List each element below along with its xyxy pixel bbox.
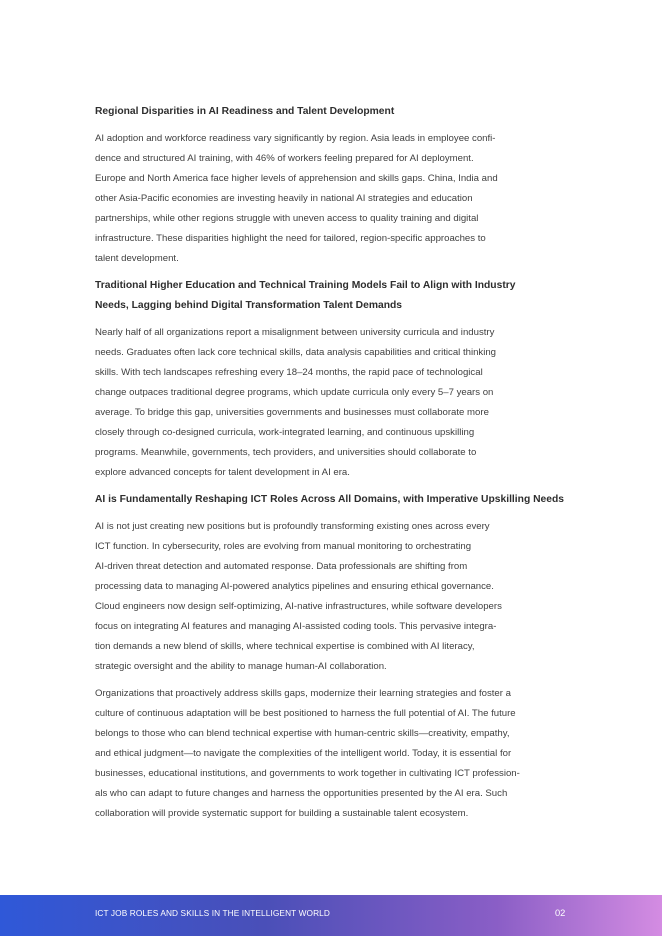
page-number: 02 [555, 908, 566, 918]
text-line: explore advanced concepts for talent development in AI era. [95, 467, 350, 478]
heading-line: AI is Fundamentally Reshaping ICT Roles Across All Domains, with Imperative Upskilling Needs [95, 494, 564, 505]
text-line: businesses, educational institutions, and governments to work together in cultivating ICT profession- [95, 768, 520, 779]
text-line: average. To bridge this gap, universities governments and businesses must collaborate more [95, 407, 489, 418]
text-line: processing data to managing AI-powered analytics pipelines and ensuring ethical governance. [95, 581, 494, 592]
text-line: Europe and North America face higher levels of apprehension and skills gaps. China, India and [95, 173, 498, 184]
heading-line: Needs, Lagging behind Digital Transformation Talent Demands [95, 300, 403, 311]
paragraph [95, 129, 570, 269]
text-line: focus on integrating AI features and managing AI-assisted coding tools. This pervasive integra- [95, 621, 497, 632]
heading-line: Regional Disparities in AI Readiness and Talent Development [95, 106, 395, 117]
text-line: skills. With tech landscapes refreshing every 18–24 months, the rapid pace of technological [95, 367, 483, 378]
text-line: belongs to those who can blend technical expertise with human-centric skills—creativity, empathy, [95, 728, 510, 739]
text-line: strategic oversight and the ability to manage human-AI collaboration. [95, 661, 387, 672]
text-line: needs. Graduates often lack core technical skills, data analysis capabilities and critical thinking [95, 347, 497, 358]
text-line: and ethical judgment—to navigate the complexities of the intelligent world. Today, it is essential for [95, 748, 512, 759]
section-heading [95, 490, 570, 510]
text-line: AI is not just creating new positions but is profoundly transforming existing ones across every [95, 521, 490, 532]
text-line: Nearly half of all organizations report a misalignment between university curricula and industry [95, 327, 495, 338]
section-regional-disparities [95, 102, 570, 269]
text-line: culture of continuous adaptation will be best positioned to harness the full potential of AI. The future [95, 708, 516, 719]
text-line: change outpaces traditional degree programs, which update curricula only every 5–7 years on [95, 387, 494, 398]
paragraph [95, 517, 570, 677]
paragraph [95, 684, 570, 824]
text-line: AI adoption and workforce readiness vary significantly by region. Asia leads in employee confi- [95, 133, 496, 144]
text-line: als who can adapt to future changes and harness the opportunities presented by the AI era. Such [95, 788, 508, 799]
text-line: infrastructure. These disparities highlight the need for tailored, region-specific approaches to [95, 233, 486, 244]
text-line: Organizations that proactively address skills gaps, modernize their learning strategies and foster a [95, 688, 511, 699]
text-line: ICT function. In cybersecurity, roles are evolving from manual monitoring to orchestrating [95, 541, 472, 552]
section-ict-roles [95, 490, 570, 824]
section-heading [95, 276, 570, 316]
section-heading [95, 102, 570, 122]
text-line: programs. Meanwhile, governments, tech providers, and universities should collaborate to [95, 447, 477, 458]
section-higher-education [95, 276, 570, 483]
paragraph [95, 323, 570, 483]
text-line: other Asia-Pacific economies are investing heavily in national AI strategies and education [95, 193, 473, 204]
text-line: dence and structured AI training, with 46% of workers feeling prepared for AI deployment. [95, 153, 474, 164]
text-line: Cloud engineers now design self-optimizing, AI-native infrastructures, while software developers [95, 601, 502, 612]
document-body [95, 102, 570, 831]
text-line: partnerships, while other regions struggle with uneven access to quality training and digital [95, 213, 479, 224]
text-line: collaboration will provide systematic support for building a sustainable talent ecosystem. [95, 808, 469, 819]
heading-line: Traditional Higher Education and Technical Training Models Fail to Align with Industry [95, 280, 516, 291]
text-line: tion demands a new blend of skills, where technical expertise is combined with AI literacy, [95, 641, 475, 652]
page-footer [0, 895, 662, 936]
text-line: AI-driven threat detection and automated response. Data professionals are shifting from [95, 561, 468, 572]
footer-title: ICT JOB ROLES AND SKILLS IN THE INTELLIGENT WORLD [95, 908, 330, 918]
text-line: closely through co-designed curricula, work-integrated learning, and continuous upskilling [95, 427, 475, 438]
text-line: talent development. [95, 253, 179, 264]
